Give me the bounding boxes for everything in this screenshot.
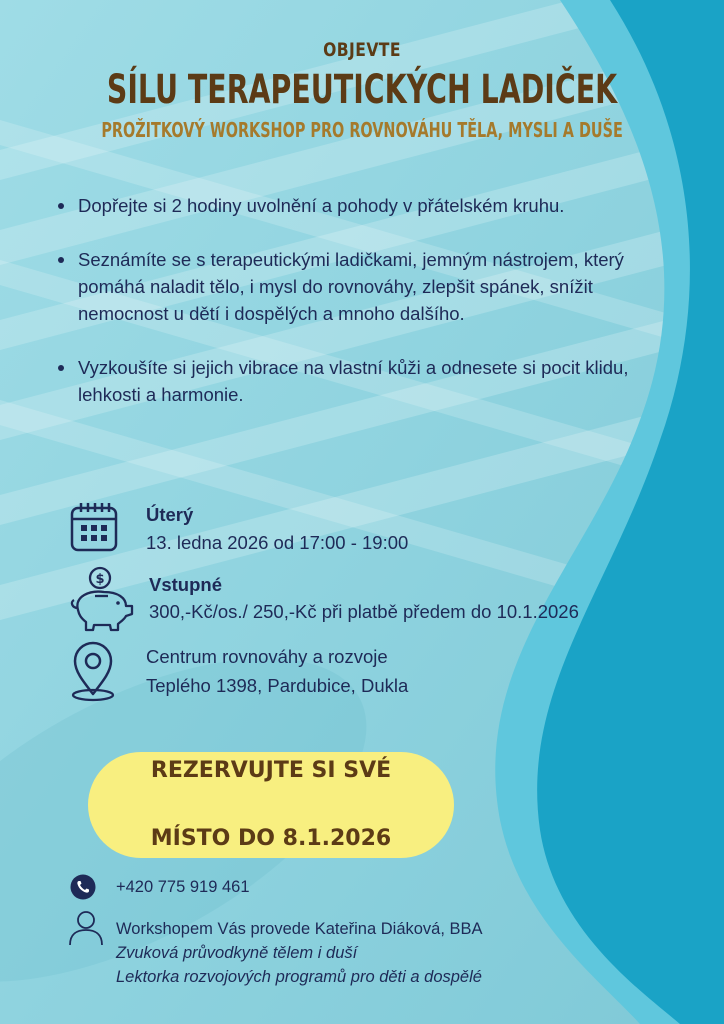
list-item xyxy=(58,246,678,327)
event-fee xyxy=(68,566,708,632)
reserve-button[interactable] xyxy=(88,752,454,858)
svg-text:$: $ xyxy=(95,572,105,587)
location-pin-icon xyxy=(68,640,118,702)
host-info xyxy=(68,910,668,994)
subtitle: PROŽITKOVÝ WORKSHOP PRO ROVNOVÁHU TĚLA, MYSLI A DUŠE xyxy=(101,118,623,142)
calendar-icon xyxy=(68,500,120,554)
list-item-text: Vyzkoušíte si jejich vibrace na vlastní kůži a odnesete si pocit klidu, lehkosti a harmonie. xyxy=(78,357,629,405)
event-venue xyxy=(68,640,708,702)
event-datetime: 13. ledna 2026 od 17:00 - 19:00 xyxy=(146,532,409,553)
list-item-text: Seznámíte se s terapeutickými ladičkami, jemným nástrojem, který pomáhá naladit tělo, i mysl do rovnováhy, zlepšit spánek, snížit nemocnost u dětí i dospělých a mnoho dalšího. xyxy=(78,249,624,324)
host-role-1: Zvuková průvodkyně tělem i duší xyxy=(116,944,358,962)
page-title: SÍLU TERAPEUTICKÝCH LADIČEK xyxy=(106,67,618,113)
fee-label: Vstupné xyxy=(149,574,222,595)
phone-number[interactable]: +420 775 919 461 xyxy=(116,878,250,896)
fee-text: 300,-Kč/os./ 250,-Kč při platbě předem do 10.1.2026 xyxy=(149,601,579,622)
contact-phone xyxy=(68,874,668,900)
piggy-bank-icon xyxy=(68,566,140,632)
venue-name: Centrum rovnováhy a rozvoje xyxy=(146,646,388,667)
benefits-list xyxy=(58,192,678,435)
bullet-icon xyxy=(58,257,64,263)
list-item xyxy=(58,192,678,219)
venue-address: Teplého 1398, Pardubice, Dukla xyxy=(146,675,409,696)
bullet-icon xyxy=(58,203,64,209)
header xyxy=(0,36,724,144)
list-item-text: Dopřejte si 2 hodiny uvolnění a pohody v přátelském kruhu. xyxy=(78,195,565,216)
reserve-line-2: MÍSTO DO 8.1.2026 xyxy=(150,826,392,851)
host-role-2: Lektorka rozvojových programů pro děti a dospělé xyxy=(116,968,482,986)
host-name: Workshopem Vás provede Kateřina Diáková, BBA xyxy=(116,920,483,938)
person-icon xyxy=(68,910,104,946)
reserve-line-1: REZERVUJTE SI SVÉ xyxy=(150,758,392,783)
list-item xyxy=(58,354,678,408)
bullet-icon xyxy=(58,365,64,371)
event-day: Úterý xyxy=(146,504,194,525)
phone-icon xyxy=(70,874,96,900)
kicker-text: OBJEVTE xyxy=(323,39,401,61)
event-date xyxy=(68,500,708,560)
